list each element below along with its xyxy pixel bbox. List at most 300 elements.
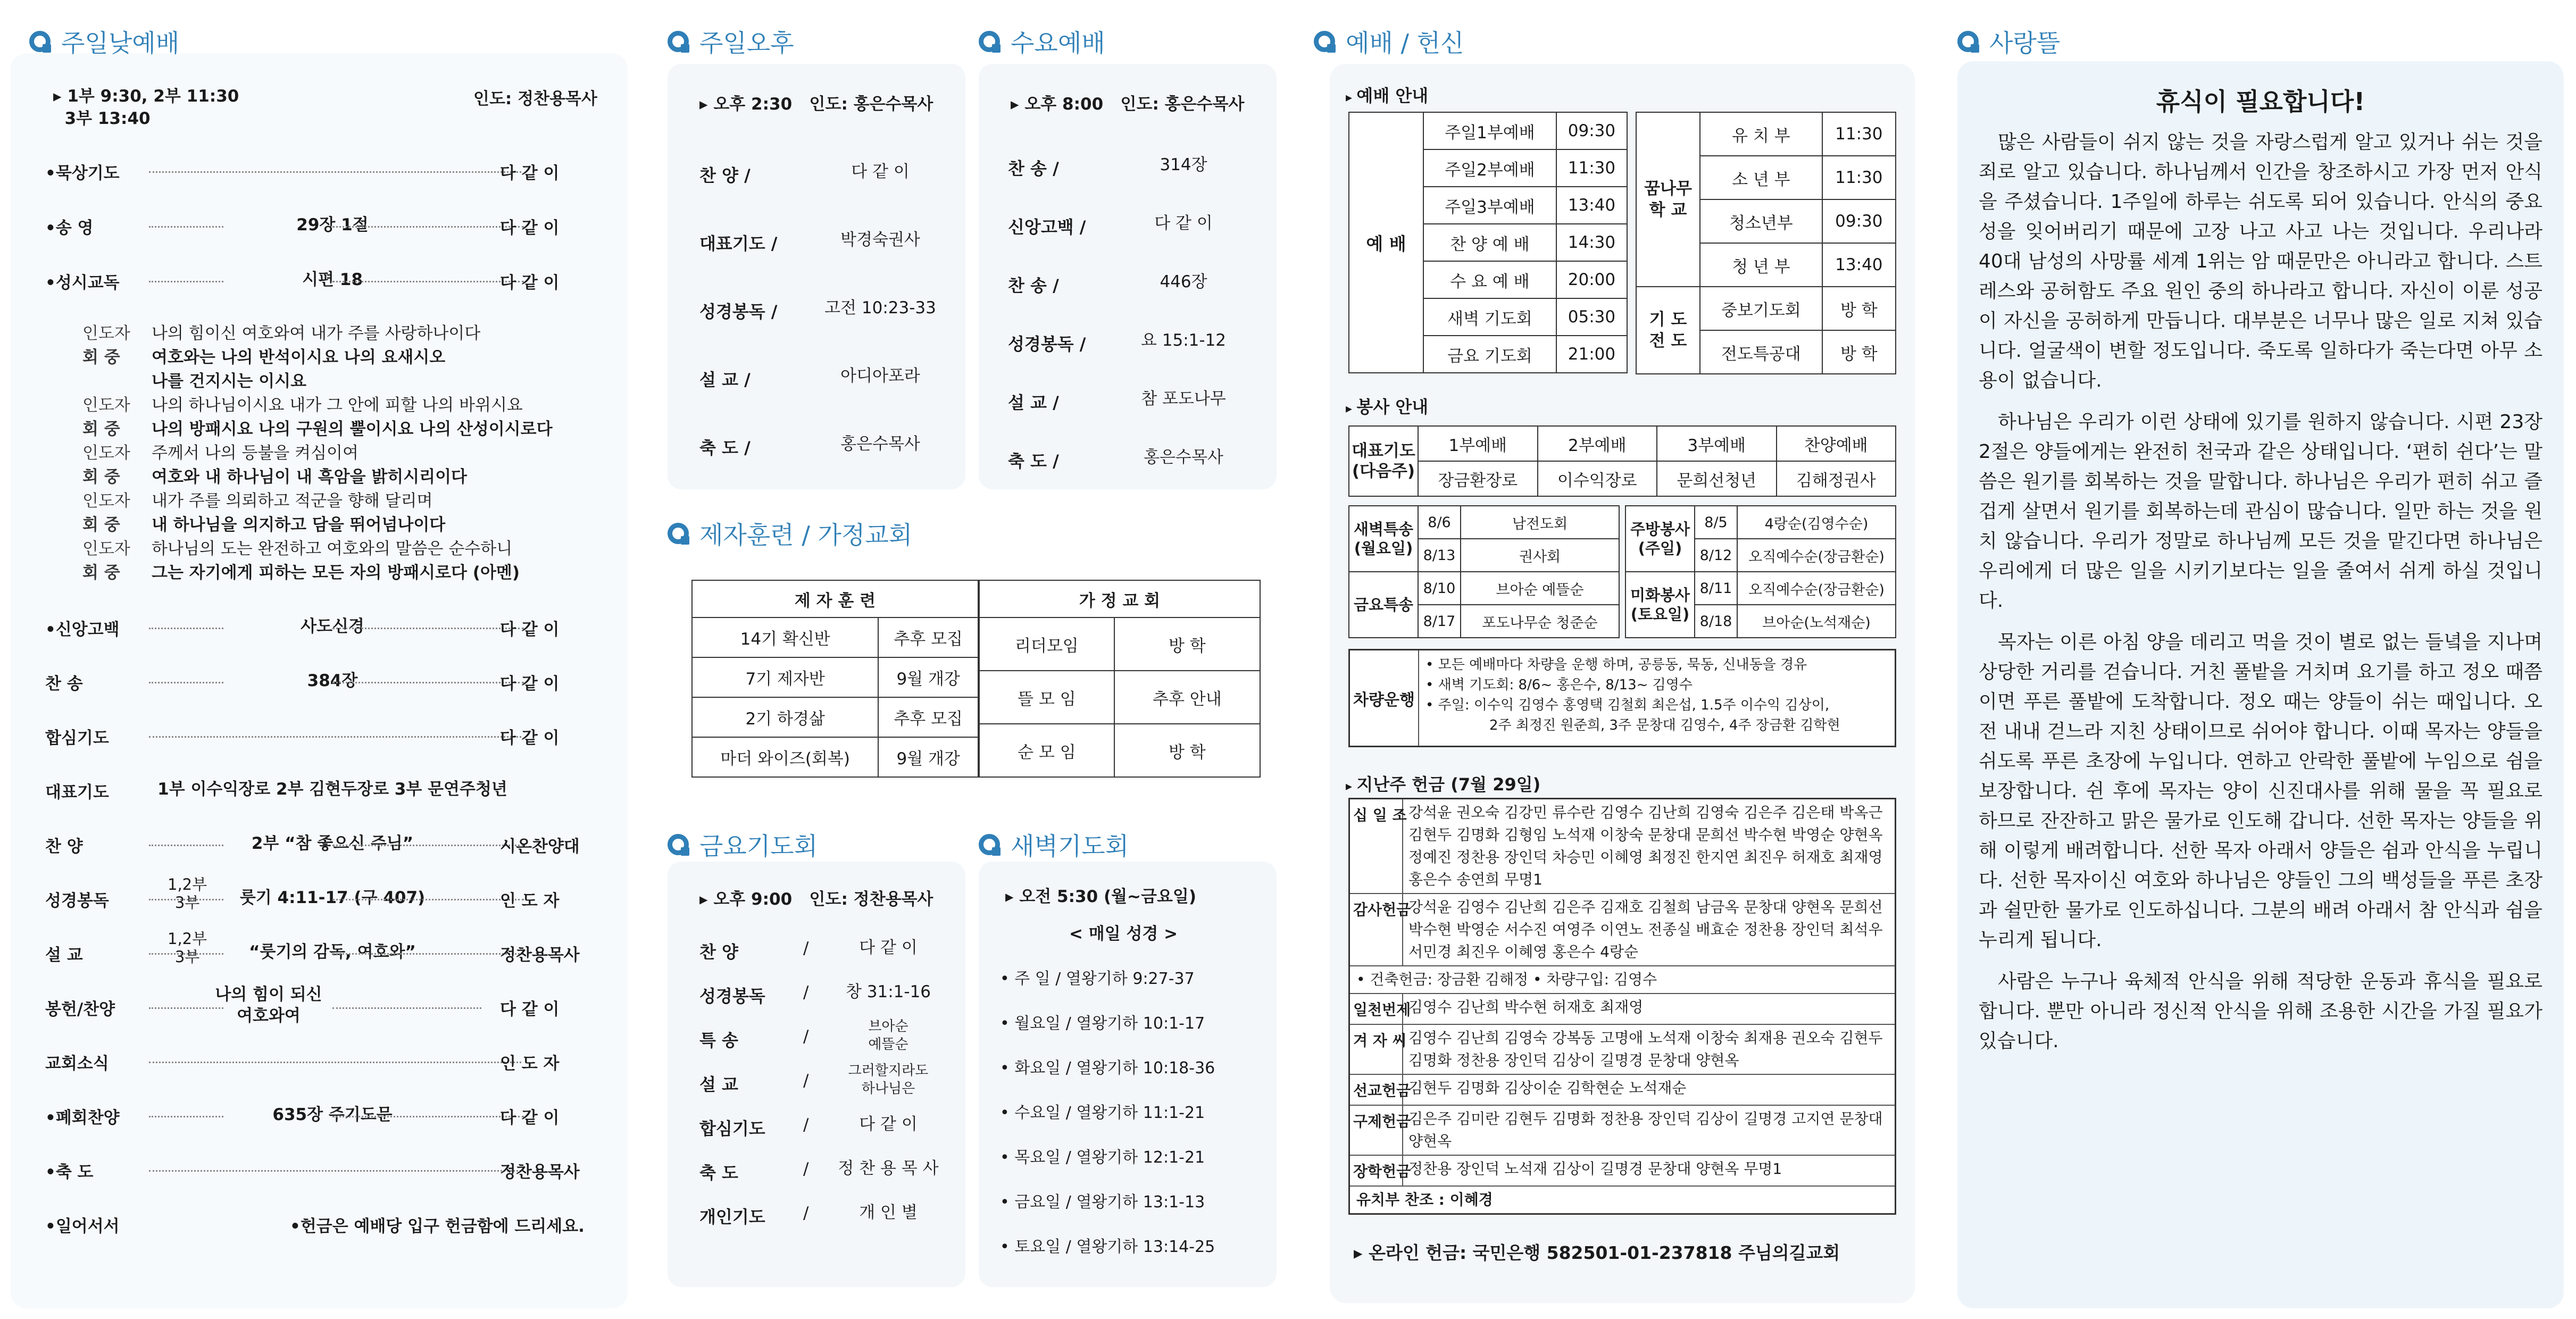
service-item-label: 합심기도 [699, 1118, 765, 1139]
table-row [1349, 426, 1896, 461]
service-item-value: 개 인 별 [859, 1203, 918, 1222]
litany-text: 나의 방패시요 나의 구원의 뿔이시요 나의 산성이시로다 [152, 420, 553, 439]
order-label: 봉헌/찬양 [45, 1000, 115, 1019]
order-label: •성시교독 [45, 273, 120, 293]
table-cell: 장금환장로 [1418, 461, 1538, 496]
leader-dots [332, 1116, 524, 1117]
car-line: 2주 최정진 원준희, 3주 문창대 김영수, 4주 장금환 김학현 [1489, 717, 1840, 733]
litany-line [82, 441, 553, 465]
friday-title: 금요기도회 [668, 827, 818, 862]
leader-dots [332, 682, 524, 683]
service-item-value: 정 찬 용 목 사 [838, 1159, 939, 1178]
table-row [1349, 506, 1619, 539]
litany-speaker: 회 중 [82, 515, 120, 535]
table-cell: 마더 와이즈(회복) [692, 737, 878, 777]
essay-paragraph: 많은 사람들이 쉬지 않는 것을 자랑스럽게 알고 있거나 쉬는 것을 죄로 알고 있습니다. 하나님께서 인간을 창조하시고 가장 먼저 안식을 주셨습니다. 1주일에 하루는 쉬도록 되어 있습니다. 안식의 중요성을 잊어버리기 때문에 고장 나고 사고 나는 것입니다. 우리나라 40대 남성의 사망률 세계 1위는 암 때문만은 아니라고 합니다. 스트레스와 공허함도 주요 원인 중의 하나라고 합니다. 자신이 이룬 성공이 자신을 공허하게 만듭니다. 대부분은 너무나 많은 일로 지쳐 있습니다. 얼굴색이 변할 정도입니다. 죽도록 일하다가 죽는다면 아무 소용이 없습니다. [1979, 131, 2542, 391]
table-cell: 8/5 [1695, 506, 1737, 539]
table-cell: 찬 양 예 배 [1423, 224, 1556, 261]
table-cell: 남전도회 [1461, 506, 1619, 539]
offering-subtitle: ▸ 지난주 헌금 (7월 29일) [1346, 771, 1540, 796]
table-cell: 문희선청년 [1657, 461, 1777, 496]
friday-time: ▸ 오후 9:00 인도: 정찬용목사 [699, 890, 933, 909]
order-label: •묵상기도 [45, 164, 120, 183]
litany-line [82, 561, 553, 585]
order-content: 시편 18 [302, 270, 363, 289]
litany-text: 나의 힘이신 여호와여 내가 주를 사랑하나이다 [152, 324, 481, 343]
table-row [692, 737, 978, 777]
litany-text: 내가 주를 의뢰하고 적군을 향해 달리며 [152, 491, 433, 511]
offering-label: 겨 자 씨 [1350, 1025, 1403, 1074]
table-cell: 청 년 부 [1700, 243, 1822, 287]
litany-text: 나의 하나님이시요 내가 그 안에 피할 나의 바위시요 [152, 396, 523, 415]
school-schedule-table [1636, 112, 1896, 374]
separator: / [803, 1115, 809, 1134]
table-cell: 방 학 [1822, 287, 1896, 330]
table-cell: 방 학 [1114, 724, 1260, 777]
separator: / [803, 1204, 809, 1223]
litany-text: 여호와는 나의 반석이시요 나의 요새시오 [152, 348, 446, 367]
leader-dots [149, 953, 223, 955]
order-label: 설 교 [45, 946, 83, 965]
order-content: 1부 이수익장로 2부 김현두장로 3부 문연주청년 [157, 780, 507, 799]
table-cell: 14기 확신반 [692, 617, 878, 657]
home-church-header: 가 정 교 회 [979, 580, 1260, 617]
litany-speaker: 인도자 [82, 444, 130, 463]
order-content: 나의 힘이 되신 여호와여 [215, 985, 322, 1025]
car-line: • 모든 예배마다 차량을 운행 하며, 공릉동, 묵동, 신내동을 경유 [1425, 657, 1807, 673]
wednesday-time: ▸ 오후 8:00 인도: 홍은수목사 [1011, 95, 1245, 114]
litany-line [82, 513, 553, 537]
daily-bible-title: < 매일 성경 > [1069, 924, 1178, 944]
special-song-table [1348, 505, 1620, 638]
table-row [1625, 572, 1896, 605]
essay-body [1979, 128, 2542, 1068]
car-service-lines [1419, 650, 1847, 746]
litany-text: 여호와 내 하나님이 내 흑암을 밝히시리이다 [152, 468, 467, 487]
litany-line [82, 370, 553, 394]
offering-names: 강석윤 김영수 김난희 김은주 김재호 김철희 남금옥 문창대 양현옥 문희선 박수현 박영순 서수진 여영주 이연노 전종실 배효순 정찬용 장인덕 최석우 서민경 최진우 이혜영 홍은수 4랑순 [1408, 898, 1883, 961]
table-cell: 11:30 [1822, 156, 1896, 199]
service-item-label: 찬 양 / [699, 165, 751, 186]
section-bullet-icon [979, 31, 1000, 52]
service-item-label: 성경봉독 / [699, 302, 778, 322]
table-row [979, 617, 1260, 671]
leader-dots [149, 736, 521, 738]
service-item-value: 박경숙권사 [840, 230, 920, 249]
leader-dots [149, 281, 223, 282]
section-bullet-icon [1957, 31, 1979, 52]
table-cell: 추후 모집 [878, 617, 978, 657]
service-item-value: 다 같 이 [851, 162, 910, 181]
table-row [692, 697, 978, 737]
section-bullet-icon [668, 31, 689, 52]
table-cell: 수 요 예 배 [1423, 261, 1556, 298]
offering-label: 선교헌금 [1350, 1075, 1403, 1105]
order-content: 635장 주기도문 [272, 1105, 393, 1124]
car-line: • 주일: 이수익 김영수 홍영택 김철회 최은섭, 1.5주 이수익 김상이, [1425, 697, 1830, 713]
leader-dots [332, 226, 524, 228]
table-cell: 7기 제자반 [692, 657, 878, 697]
order-person: 다 같 이 [500, 219, 560, 238]
offering-names: 김은주 김미란 김현두 김명화 정찬용 장인덕 김상이 길명경 고지연 문창대 양현옥 [1408, 1110, 1883, 1150]
order-content: 룻기 4:11-17 (구 407) [239, 888, 426, 907]
table-cell: 브아순 예뜰순 [1461, 572, 1619, 605]
offering-label: 일천번제 [1350, 994, 1403, 1024]
order-person: 다 같 이 [500, 273, 560, 293]
section-bullet-icon [668, 834, 689, 855]
dawn-title: 새벽기도회 [979, 827, 1129, 862]
table-cell: 8/18 [1695, 605, 1737, 638]
service-item-value: 홍은수목사 [1144, 448, 1223, 467]
sunday-morning-title: 주일낮예배 [29, 24, 179, 59]
offering-label: 구제헌금 [1350, 1106, 1403, 1155]
order-content: 2부 “참 좋으신 주님” [251, 834, 414, 853]
leader-dots [149, 1007, 223, 1009]
order-person: 정찬용목사 [500, 1163, 580, 1182]
litany-speaker [82, 370, 152, 394]
table-cell: 새벽 기도회 [1423, 298, 1556, 336]
order-person: 인 도 자 [500, 891, 560, 911]
litany-speaker: 회 중 [82, 563, 120, 582]
wednesday-title: 수요예배 [979, 24, 1105, 59]
table-cell: 찬양예배 [1777, 426, 1896, 461]
order-label: 대표기도 [45, 783, 109, 802]
offering-names: 정찬용 장인덕 노석재 김상이 길명경 문창대 양현옥 무명1 [1408, 1160, 1782, 1178]
litany-line [82, 537, 553, 561]
section-bullet-icon [979, 834, 1000, 855]
car-line: • 새벽 기도회: 8/6~ 홍은수, 8/13~ 김영수 [1425, 677, 1693, 693]
leader-dots [332, 953, 524, 955]
table-cell: 21:00 [1556, 336, 1627, 373]
table-cell: 14:30 [1556, 224, 1627, 261]
table-cell: 8/12 [1695, 539, 1737, 572]
order-label: 합심기도 [45, 729, 109, 748]
table-cell: 주일3부예배 [1423, 187, 1556, 224]
group-label: 주방봉사 (주일) [1625, 506, 1695, 572]
sunday-afternoon-panel [668, 64, 965, 489]
leader-dots [149, 1062, 521, 1063]
sunday-afternoon-title: 주일오후 [668, 24, 794, 59]
table-cell: 리더모임 [979, 617, 1114, 671]
order-content: 29장 1절 [296, 215, 369, 235]
order-content: 384장 [307, 671, 358, 690]
litany-line [82, 322, 553, 346]
table-cell: 05:30 [1556, 298, 1627, 336]
table-cell: 2기 하경삶 [692, 697, 878, 737]
offering-row [1350, 1156, 1895, 1187]
table-cell: 4랑순(김영수순) [1737, 506, 1896, 539]
litany-line [82, 465, 553, 489]
essay-heading: 휴식이 필요합니다! [2156, 87, 2365, 116]
leader-dots [332, 281, 524, 282]
leader-dots [332, 1007, 481, 1009]
leader-dots [149, 1116, 223, 1117]
table-cell: 주일2부예배 [1423, 149, 1556, 187]
discipleship-header: 제 자 훈 련 [692, 580, 978, 617]
group-label: 기 도 전 도 [1636, 287, 1700, 374]
offering-names: 김현두 김명화 김상이순 김학현순 노석재순 [1408, 1079, 1687, 1097]
offering-names: 김영수 김난희 김영숙 강복동 고명애 노석재 이창숙 최재용 권오숙 김현두 김명화 정찬용 장인덕 김상이 길명경 문창대 양현옥 [1408, 1029, 1883, 1069]
order-parts: 1,2부 3부 [168, 930, 207, 966]
table-row [979, 671, 1260, 724]
table-cell: 8/11 [1695, 572, 1737, 605]
order-content: 사도신경 [301, 617, 364, 636]
leader-dots [149, 899, 223, 900]
section-bullet-icon [1314, 31, 1335, 52]
table-row [1349, 461, 1896, 496]
daily-reading: • 수요일 / 열왕기하 11:1-21 [1000, 1104, 1205, 1122]
order-label: •송 영 [45, 219, 94, 238]
order-person: 정찬용목사 [500, 946, 580, 965]
offering-row [1350, 1075, 1895, 1106]
service-item-label: 찬 양 [699, 942, 738, 962]
table-cell: 8/17 [1418, 605, 1461, 638]
bank-info: ▸ 온라인 헌금: 국민은행 582501-01-237818 주님의길교회 [1354, 1242, 1840, 1263]
service-item-value: 창 31:1-16 [845, 982, 931, 1001]
table-cell: 유 치 부 [1700, 112, 1822, 156]
table-cell: 13:40 [1822, 243, 1896, 287]
litany-text: 내 하나님을 의지하고 담을 뛰어넘나이다 [152, 515, 446, 535]
service-item-value: 446장 [1160, 272, 1207, 291]
litany-speaker: 회 중 [82, 468, 120, 487]
order-label: •일어서서 [45, 1217, 120, 1236]
table-cell: 포도나무순 청준순 [1461, 605, 1619, 638]
separator: / [803, 1027, 809, 1046]
offering-row [1350, 799, 1895, 894]
service-item-value: 참 포도나무 [1141, 389, 1226, 408]
worship-guide-subtitle: ▸ 예배 안내 [1346, 82, 1428, 107]
order-person: 시온찬양대 [500, 837, 580, 856]
worship-schedule-table [1348, 112, 1628, 373]
table-row [1625, 506, 1896, 539]
table-row [1636, 287, 1896, 330]
offering-list [1348, 798, 1896, 1215]
table-cell: 13:40 [1556, 187, 1627, 224]
service-item-label: 신앙고백 / [1008, 217, 1086, 237]
table-cell: 청소년부 [1700, 199, 1822, 243]
table-cell: 8/6 [1418, 506, 1461, 539]
table-cell: 브아순(노석재순) [1737, 605, 1896, 638]
separator: / [803, 983, 809, 1002]
car-service-box [1348, 649, 1896, 747]
volunteer-table [1625, 505, 1896, 638]
table-cell: 이수익장로 [1538, 461, 1657, 496]
daily-reading: • 월요일 / 열왕기하 10:1-17 [1000, 1014, 1205, 1033]
group-label: 꿈나무 학 교 [1636, 112, 1700, 287]
service-item-label: 개인기도 [699, 1207, 765, 1227]
litany-speaker: 인도자 [82, 324, 130, 343]
litany-text: 나를 건지시는 이시요 [152, 372, 307, 391]
service-times: ▸ 1부 9:30, 2부 11:30 3부 13:40 [53, 87, 239, 128]
offering-row [1350, 1025, 1895, 1075]
litany-line [82, 394, 553, 418]
leader-dots [332, 899, 524, 900]
table-cell: 20:00 [1556, 261, 1627, 298]
service-item-value: 다 같 이 [859, 938, 918, 957]
section-bullet-icon [668, 523, 689, 544]
service-item-label: 찬 송 / [1008, 158, 1059, 179]
table-cell: 전도특공대 [1700, 330, 1822, 374]
service-guide-subtitle: ▸ 봉사 안내 [1346, 394, 1428, 418]
service-item-value: 그러할지라도 하나님은 [848, 1063, 929, 1097]
table-cell: 주일1부예배 [1423, 112, 1556, 149]
responsive-reading [82, 322, 553, 585]
order-content: “룻기의 감독, 여호와” [249, 942, 416, 962]
service-item-value: 아디아포라 [840, 366, 920, 386]
offering-label: 감사헌금 [1350, 894, 1403, 965]
table-row [1349, 572, 1619, 605]
offering-note: • 건축헌금: 장금환 김해정 • 차량구입: 김영수 [1356, 971, 1657, 988]
daily-reading: • 목요일 / 열왕기하 12:1-21 [1000, 1148, 1205, 1167]
worship-label: 예 배 [1349, 112, 1423, 373]
order-label: 교회소식 [45, 1054, 109, 1073]
table-cell: 9월 개강 [878, 737, 978, 777]
table-row [1636, 112, 1896, 156]
table-cell: 금요 기도회 [1423, 336, 1556, 373]
offering-note: 유치부 찬조 : 이혜경 [1356, 1191, 1493, 1208]
litany-speaker: 인도자 [82, 491, 130, 511]
leader-dots [149, 628, 223, 629]
order-person: 다 같 이 [500, 1000, 560, 1019]
leader-dots [149, 171, 521, 173]
service-item-label: 대표기도 / [699, 233, 778, 254]
table-cell: 오직예수순(장금환순) [1737, 539, 1896, 572]
service-item-value: 홍은수목사 [840, 435, 920, 454]
table-cell: 방 학 [1114, 617, 1260, 671]
service-item-label: 성경봉독 [699, 986, 765, 1006]
discipleship-title: 제자훈련 / 가정교회 [668, 516, 912, 551]
table-row [979, 724, 1260, 777]
service-item-label: 설 교 / [1008, 393, 1059, 413]
worship-info-title: 예배 / 헌신 [1314, 24, 1464, 59]
table-cell: 8/13 [1418, 539, 1461, 572]
order-label: •신앙고백 [45, 620, 120, 639]
table-cell: 11:30 [1822, 112, 1896, 156]
order-person: 인 도 자 [500, 1054, 560, 1073]
offering-row [1350, 1187, 1895, 1213]
table-cell: 3부예배 [1657, 426, 1777, 461]
litany-text: 그는 자기에게 피하는 모든 자의 방패시로다 (아멘) [152, 563, 520, 582]
leader-dots [149, 1170, 521, 1172]
order-person: •헌금은 예배당 입구 헌금함에 드리세요. [290, 1217, 585, 1236]
table-cell: 09:30 [1822, 199, 1896, 243]
litany-line [82, 489, 553, 513]
litany-speaker: 회 중 [82, 348, 120, 367]
leader-dots [149, 845, 223, 846]
order-label: 찬 양 [45, 837, 83, 856]
dawn-time: ▸ 오전 5:30 (월~금요일) [1005, 887, 1197, 906]
order-person: 다 같 이 [500, 620, 560, 639]
order-label: 성경봉독 [45, 891, 109, 911]
love-garden-title: 사랑뜰 [1957, 24, 2060, 59]
service-item-label: 설 교 / [699, 370, 751, 390]
service-item-value: 브아순 예뜰순 [868, 1019, 908, 1053]
service-item-value: 다 같 이 [1154, 214, 1213, 233]
table-cell: 8/10 [1418, 572, 1461, 605]
service-item-label: 축 도 / [1008, 451, 1059, 471]
home-church-table [979, 580, 1261, 778]
table-cell: 11:30 [1556, 149, 1627, 187]
table-cell: 2부예배 [1538, 426, 1657, 461]
leader-dots [332, 845, 524, 846]
service-item-label: 축 도 / [699, 438, 751, 458]
essay-paragraph: 사람은 누구나 육체적 안식을 위해 적당한 운동과 휴식을 필요로 합니다. 뿐만 아니라 정신적 안식을 위해 조용한 시간을 가질 필요가 있습니다. [1979, 971, 2542, 1052]
offering-names: 강석윤 권오숙 김강민 류수란 김영수 김난희 김영숙 김은주 김은태 박옥근 김현두 김명화 김형임 노석재 이창숙 문창대 문희선 박수현 박영순 양현옥 정예진 정찬용 장인덕 차승민 이혜영 최정진 한지연 최진우 허재호 최재영 홍은수 송연희 무명1 [1408, 804, 1883, 888]
offering-label: 십 일 조 [1350, 799, 1403, 893]
table-cell: 09:30 [1556, 112, 1627, 149]
litany-speaker: 인도자 [82, 396, 130, 415]
group-label: 새벽특송 (월요일) [1349, 506, 1418, 572]
litany-text: 하나님의 도는 완전하고 여호와의 말씀은 순수하니 [152, 539, 513, 558]
litany-line [82, 346, 553, 370]
separator: / [803, 1071, 809, 1090]
offering-label: 장학헌금 [1350, 1156, 1403, 1186]
offering-names: 김영수 김난희 박수현 허재호 최재영 [1408, 998, 1644, 1016]
table-cell: 순 모 임 [979, 724, 1114, 777]
order-person: 다 같 이 [500, 164, 560, 183]
rep-label: 대표기도 (다음주) [1349, 426, 1418, 496]
table-cell: 뜰 모 임 [979, 671, 1114, 724]
car-service-label: 차량운행 [1350, 650, 1419, 746]
litany-text: 주께서 나의 등불을 켜심이여 [152, 444, 359, 463]
service-item-value: 314장 [1160, 155, 1207, 174]
table-cell: 추후 모집 [878, 697, 978, 737]
service-item-label: 축 도 [699, 1163, 738, 1183]
service-item-label: 특 송 [699, 1030, 738, 1050]
table-row [1349, 112, 1627, 149]
table-cell: 9월 개강 [878, 657, 978, 697]
group-label: 미화봉사 (토요일) [1625, 572, 1695, 638]
service-item-label: 찬 송 / [1008, 276, 1059, 296]
table-cell: 방 학 [1822, 330, 1896, 374]
table-cell: 권사회 [1461, 539, 1619, 572]
table-row [692, 617, 978, 657]
daily-reading: • 주 일 / 열왕기하 9:27-37 [1000, 970, 1195, 988]
representative-prayer-table [1348, 425, 1896, 497]
leader-dots [149, 682, 223, 683]
order-person: 다 같 이 [500, 729, 560, 748]
order-person: 다 같 이 [500, 1108, 560, 1128]
leader-dots [332, 628, 524, 629]
litany-line [82, 418, 553, 441]
table-cell: 1부예배 [1418, 426, 1538, 461]
offering-row [1350, 994, 1895, 1025]
discipleship-table [691, 580, 979, 778]
service-item-value: 요 15:1-12 [1140, 331, 1227, 350]
offering-row [1350, 966, 1895, 994]
order-label: •축 도 [45, 1163, 94, 1182]
table-cell: 중보기도회 [1700, 287, 1822, 330]
litany-speaker: 인도자 [82, 539, 130, 558]
daily-reading: • 화요일 / 열왕기하 10:18-36 [1000, 1059, 1215, 1078]
table-cell: 추후 안내 [1114, 671, 1260, 724]
daily-reading: • 토요일 / 열왕기하 13:14-25 [1000, 1238, 1215, 1256]
separator: / [803, 1159, 809, 1179]
service-item-label: 성경봉독 / [1008, 334, 1086, 354]
group-label: 금요특송 [1349, 572, 1418, 638]
order-person: 다 같 이 [500, 674, 560, 694]
table-cell: 김해정권사 [1777, 461, 1896, 496]
order-parts: 1,2부 3부 [168, 875, 207, 912]
offering-row [1350, 894, 1895, 966]
offering-row [1350, 1106, 1895, 1156]
section-bullet-icon [29, 31, 51, 52]
essay-paragraph: 목자는 이른 아침 양을 데리고 먹을 것이 별로 없는 들녘을 지나며 상당한 거리를 걷습니다. 거친 풀밭을 거치며 요기를 하고 정오 때쯤이면 푸른 풀밭에 도착합니다. 정오 때는 양들이 쉬는 때입니다. 오전 내내 걷느라 지친 상태이므로 쉬어야 합니다. 이때 목자는 양들을 쉬도록 푸른 초장에 누입니다. 연하고 안락한 풀밭에 누임으로 쉼을 보장합니다. 쉰 후에 목자는 양이 신진대사를 위해 물을 꼭 필요로 하므로 잔잔하고 맑은 물가로 인도해 갑니다. 선한 목자는 양들을 위해 이렇게 배려합니다. 선한 목자 아래서 양들은 쉼과 안식을 누립니다. 선한 목자이신 여호와 하나님은 양들인 그의 백성들을 푸른 초장과 쉴만한 물가로 인도하십니다. 그분의 배려 아래서 참 안식과 쉼을 누리게 됩니다. [1979, 631, 2542, 951]
service-item-label: 설 교 [699, 1074, 738, 1095]
service-item-value: 다 같 이 [859, 1115, 918, 1134]
service-item-value: 고전 10:23-33 [824, 298, 936, 318]
service-leader: 인도: 정찬용목사 [473, 89, 597, 108]
